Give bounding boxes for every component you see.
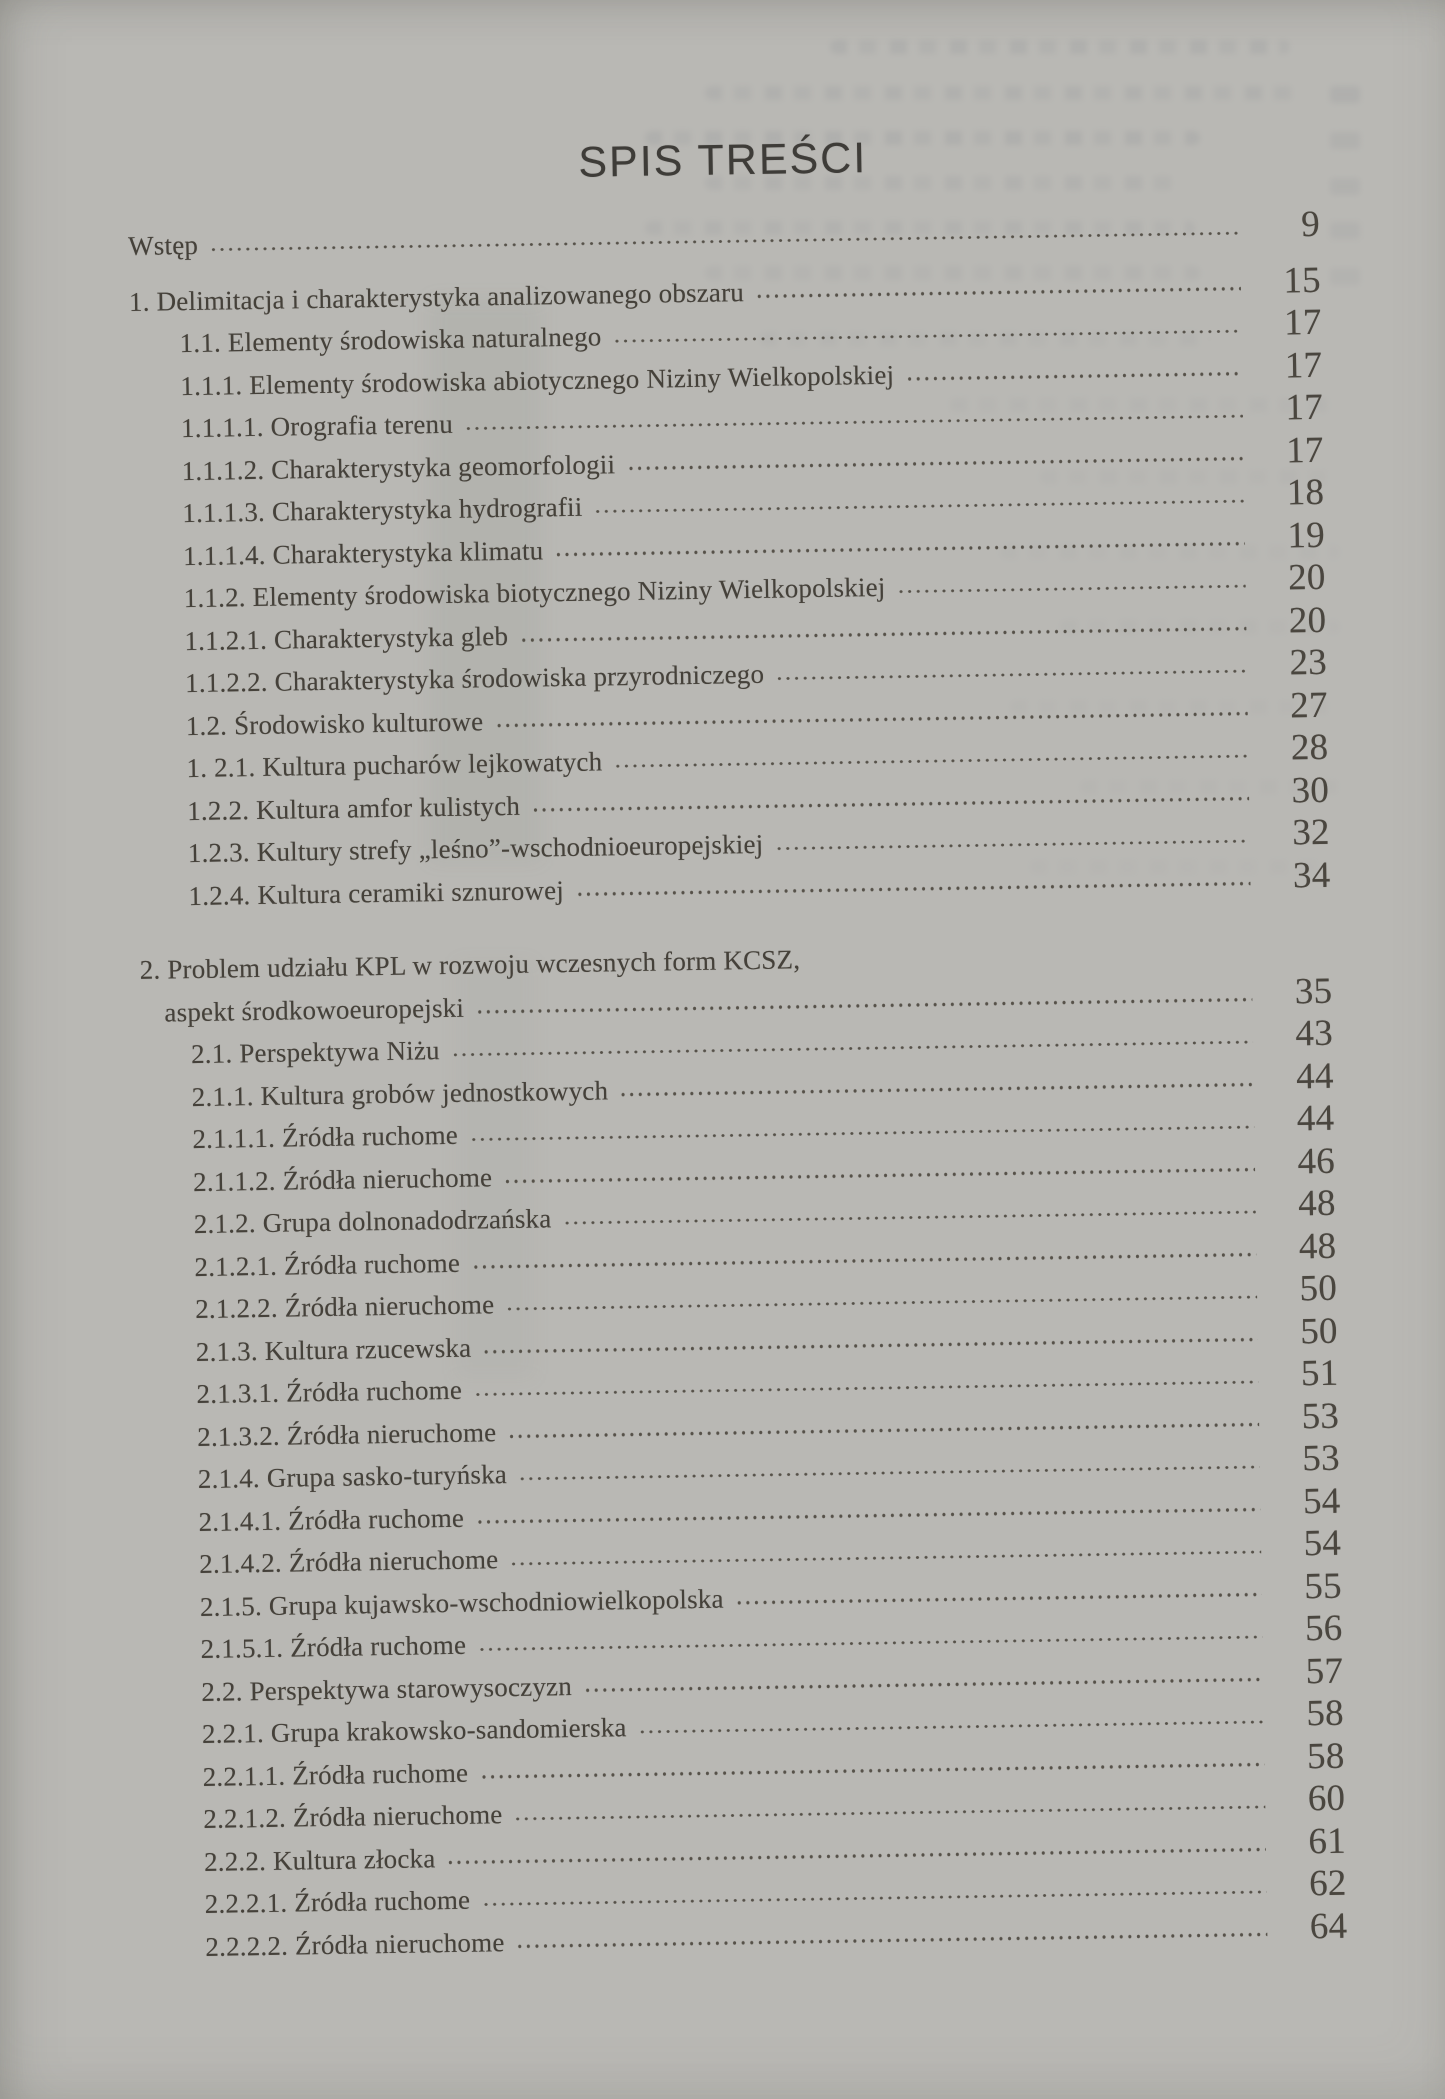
toc-entry-label: 1.1.1.1. Orografia terenu (180, 408, 454, 444)
page-number: 15 (1283, 259, 1322, 301)
toc-entry-label: 2.1.4.1. Źródła ruchome (198, 1502, 465, 1537)
page-number: 53 (1301, 1437, 1341, 1480)
page-number: 23 (1289, 641, 1328, 684)
toc-entry-label: 2.1.2.1. Źródła ruchome (194, 1247, 461, 1282)
dotted-leader (477, 1634, 1262, 1651)
dotted-leader (507, 1422, 1259, 1439)
toc-entry-label: 2.2.2.1. Źródła ruchome (204, 1884, 471, 1919)
page-number: 48 (1298, 1225, 1337, 1267)
toc-entry-label: 2.1.4.2. Źródła nieruchome (199, 1544, 499, 1580)
page-number: 48 (1297, 1182, 1336, 1225)
page-number: 19 (1287, 514, 1326, 556)
toc-entry-label: Wstęp (127, 229, 199, 261)
toc-entry-label: 1.2.3. Kultury strefy „leśno”-wschodnioeuropejskiej (187, 828, 764, 869)
page-number: 9 (1300, 203, 1321, 246)
page-number: 35 (1294, 970, 1333, 1012)
toc-list (128, 205, 1348, 1968)
toc-entry-label: 2.1.5.1. Źródła ruchome (200, 1629, 467, 1665)
toc-entry-label: 1.1.1.4. Charakterystyka klimatu (182, 534, 544, 571)
toc-entry-label: 1.1.1.3. Charakterystyka hydrografii (182, 491, 583, 529)
toc-entry-label: 2.2.1.1. Źródła ruchome (202, 1757, 469, 1792)
dotted-leader (626, 456, 1243, 470)
dotted-leader (471, 1252, 1256, 1269)
page-number: 17 (1284, 344, 1323, 386)
toc-entry-label: 1.1.2.1. Charakterystyka gleb (184, 620, 509, 656)
dotted-leader (897, 584, 1246, 594)
dotted-leader (619, 1082, 1254, 1097)
dotted-leader (482, 1337, 1258, 1354)
dotted-leader (755, 286, 1241, 298)
page-number: 55 (1304, 1565, 1343, 1607)
page-number: 44 (1296, 1097, 1335, 1140)
page-number: 54 (1302, 1480, 1341, 1522)
toc-entry-label: 1.1. Elementy środowiska naturalnego (179, 321, 602, 359)
toc-entry-label: 1.2.4. Kultura ceramiki sznurowej (188, 874, 565, 911)
toc-entry-label: 2.1.1. Kultura grobów jednostkowych (191, 1074, 609, 1112)
page-number: 56 (1304, 1607, 1343, 1650)
dotted-leader (774, 839, 1249, 851)
page-number: 17 (1285, 386, 1324, 429)
page-number: 62 (1308, 1862, 1347, 1905)
toc-entry-label: 2. Problem udziału KPL w rozwoju wczesnych form KCSZ, (139, 944, 801, 985)
dotted-leader (775, 669, 1247, 681)
dotted-leader (519, 626, 1246, 642)
dotted-leader (735, 1592, 1262, 1605)
dotted-leader (475, 1507, 1260, 1524)
page-number: 50 (1299, 1310, 1338, 1352)
page-number: 58 (1306, 1735, 1345, 1777)
toc-entry-label: 2.1.5. Grupa kujawsko-wschodniowielkopolska (199, 1583, 724, 1622)
page-number: 18 (1286, 471, 1325, 514)
page-number: 58 (1306, 1692, 1345, 1735)
toc-entry-label: 2.2.1.2. Źródła nieruchome (203, 1799, 503, 1834)
dotted-leader (494, 711, 1247, 728)
dotted-leader (554, 541, 1245, 557)
page-title: SPIS TREŚCI (578, 134, 868, 187)
toc-entry-label: 2.1.4. Grupa sasko-turyńska (197, 1459, 508, 1495)
page-number: 54 (1303, 1522, 1342, 1565)
page-number: 51 (1300, 1352, 1339, 1395)
dotted-leader (613, 329, 1242, 344)
scanned-toc-page (124, 0, 1350, 2099)
dotted-leader (593, 499, 1244, 514)
dotted-leader (575, 881, 1250, 896)
toc-entry-label: 1.1.1.2. Charakterystyka geomorfologii (181, 448, 616, 486)
dotted-leader (481, 1889, 1266, 1906)
dotted-leader (473, 1379, 1258, 1396)
toc-entry-label: 2.1.3.1. Źródła ruchome (196, 1374, 463, 1410)
dotted-leader (479, 1762, 1264, 1779)
page-number: 60 (1307, 1777, 1346, 1820)
dotted-leader (583, 1677, 1263, 1692)
dotted-leader (464, 414, 1243, 431)
toc-entry-label: 1.1.2.2. Charakterystyka środowiska przyrodniczego (184, 658, 765, 699)
page-number: 20 (1288, 599, 1327, 641)
dotted-leader (905, 371, 1242, 381)
dotted-leader (638, 1719, 1264, 1734)
toc-entry-label: 1.2. Środowisko kulturowe (185, 705, 484, 741)
page-number: 43 (1295, 1012, 1334, 1055)
toc-entry-label: aspekt środkowoeuropejski (164, 992, 465, 1028)
dotted-leader (531, 796, 1249, 812)
page-number: 17 (1285, 429, 1324, 471)
page-number: 53 (1301, 1395, 1340, 1437)
page-number: 28 (1290, 726, 1329, 769)
dotted-leader (513, 1804, 1265, 1821)
page-number: 57 (1305, 1650, 1344, 1692)
toc-entry-label: 1. 2.1. Kultura pucharów lejkowatych (186, 746, 603, 784)
toc-entry-label: 2.1.1.2. Źródła nieruchome (192, 1161, 493, 1197)
page-number: 61 (1308, 1820, 1347, 1862)
dotted-leader (209, 231, 1240, 252)
dotted-leader (613, 754, 1248, 769)
dotted-leader (446, 1847, 1266, 1865)
page-number: 34 (1292, 854, 1331, 896)
dotted-leader (518, 1464, 1260, 1480)
toc-entry-label: 2.1. Perspektywa Niżu (190, 1035, 440, 1070)
page-number: 46 (1297, 1140, 1336, 1182)
dotted-leader (509, 1549, 1261, 1566)
toc-entry-label: 1.2.2. Kultura amfor kulistych (186, 790, 521, 826)
toc-entry-label: 2.1.3.2. Źródła nieruchome (196, 1416, 497, 1452)
dotted-leader (562, 1210, 1255, 1226)
toc-entry-label: 2.1.2. Grupa dolnonadodrzańska (193, 1203, 552, 1240)
toc-entry-label: 2.1.3. Kultura rzucewska (195, 1332, 472, 1367)
dotted-leader (503, 1167, 1255, 1184)
toc-entry-label: 2.2. Perspektywa starowysoczyzn (201, 1670, 573, 1707)
toc-entry-label: 1. Delimitacja i charakterystyka analizowanego obszaru (128, 276, 745, 317)
dotted-leader (451, 1040, 1253, 1057)
toc-entry-label: 2.2.2.2. Źródła nieruchome (205, 1926, 505, 1962)
toc-entry-label: 2.2.2. Kultura złocka (203, 1842, 436, 1877)
page-number: 17 (1283, 301, 1322, 344)
page-number: 20 (1287, 556, 1326, 599)
page-number: 32 (1291, 811, 1330, 854)
toc-entry (128, 205, 1321, 267)
page-number: 30 (1291, 769, 1330, 811)
page-number: 64 (1309, 1905, 1348, 1947)
toc-entry-label: 1.1.2. Elementy środowiska biotycznego Niziny Wielkopolskiej (183, 571, 886, 614)
page-number: 44 (1295, 1055, 1334, 1097)
dotted-leader (469, 1125, 1254, 1142)
toc-entry-label: 2.2.1. Grupa krakowsko-sandomierska (201, 1712, 627, 1750)
toc-entry-label: 2.1.2.2. Źródła nieruchome (194, 1289, 495, 1325)
toc-entry-label: 2.1.1.1. Źródła ruchome (192, 1119, 459, 1155)
toc-entry-label: 1.1.1. Elementy środowiska abiotycznego Niziny Wielkopolskiej (180, 359, 895, 401)
dotted-leader (475, 997, 1252, 1014)
page-number: 50 (1299, 1267, 1338, 1310)
page-number: 27 (1289, 684, 1328, 726)
dotted-leader (516, 1932, 1268, 1949)
dotted-leader (505, 1295, 1257, 1312)
